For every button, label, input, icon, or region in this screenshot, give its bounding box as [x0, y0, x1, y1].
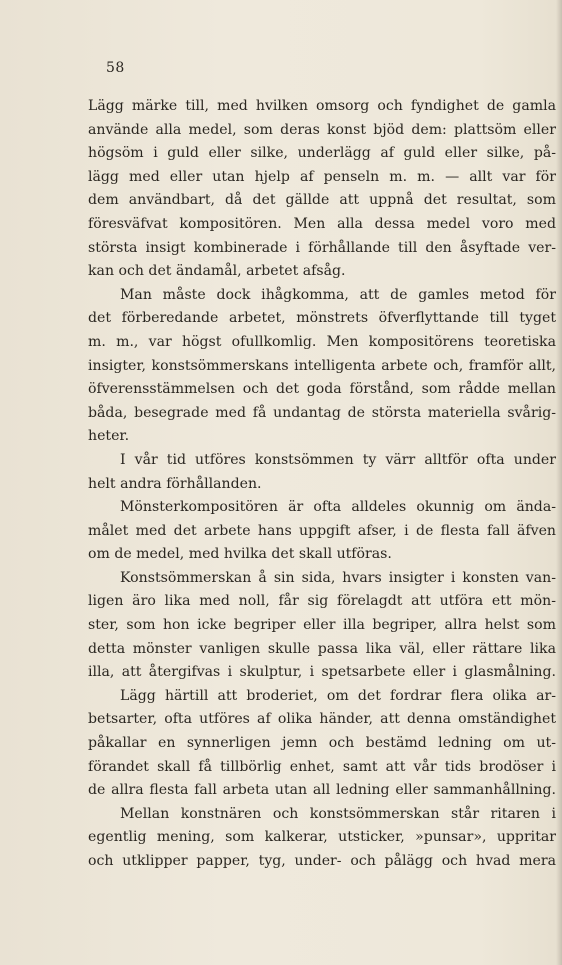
text-line: förandet skall få tillbörlig enhet, samt att vår tids brodöser i — [88, 758, 556, 775]
text-line: föresväfvat kompositören. Men alla dessa medel voro med — [88, 215, 556, 232]
text-line: om de medel, med hvilka det skall utföras. — [88, 546, 392, 563]
text-line: använde alla medel, som deras konst bjöd dem: plattsöm eller — [88, 121, 556, 138]
page-number: 58 — [106, 60, 125, 76]
text-line: helt andra förhållanden. — [88, 475, 262, 492]
text-line: Lägg härtill att broderiet, om det fordrar flera olika ar- — [120, 687, 556, 704]
text-line: de allra flesta fall arbeta utan all ledning eller sammanhållning. — [88, 782, 556, 799]
page-edge-shadow — [556, 0, 562, 965]
text-line: Lägg märke till, med hvilken omsorg och fyndighet de gamla — [88, 98, 556, 114]
text-line: och utklipper papper, tyg, under- och pålägg och hvad mera — [88, 853, 556, 869]
text-line: högsöm i guld eller silke, underlägg af guld eller silke, på- — [88, 145, 556, 162]
text-line: insigter, konstsömmerskans intelligenta arbete och, framför allt, — [88, 357, 556, 374]
text-line: egentlig mening, som kalkerar, utsticker, »punsar», uppritar — [88, 829, 556, 846]
text-line: det förberedande arbetet, mönstrets öfverflyttande till tyget — [88, 310, 556, 327]
text-line: båda, besegrade med få undantag de största materiella svårig- — [88, 404, 556, 421]
text-line: m. m., var högst ofullkomlig. Men kompositörens teoretiska — [88, 333, 556, 350]
text-line: kan och det ändamål, arbetet afsåg. — [88, 263, 346, 280]
text-line: påkallar en synnerligen jemn och bestämd ledning om ut- — [88, 735, 556, 752]
text-line: öfverensstämmelsen och det goda förstånd, som rådde mellan — [88, 381, 556, 398]
text-line: lägg med eller utan hjelp af penseln m. m. — allt var för — [88, 168, 556, 185]
text-line: illa, att återgifvas i skulptur, i spetsarbete eller i glasmålning. — [88, 664, 556, 681]
text-line: ster, som hon icke begriper eller illa begriper, allra helst som — [88, 617, 556, 634]
text-line: detta mönster vanligen skulle passa lika väl, eller rättare lika — [88, 640, 556, 657]
text-line: Man måste dock ihågkomma, att de gamles metod för — [120, 286, 556, 303]
text-line: I vår tid utföres konstsömmen ty värr alltför ofta under — [120, 451, 556, 468]
text-line: målet med det arbete hans uppgift afser, i de flesta fall äfven — [88, 522, 556, 539]
text-line: Mönsterkompositören är ofta alldeles okunnig om ända- — [120, 499, 556, 516]
text-line: heter. — [88, 428, 130, 445]
text-line: dem användbart, då det gällde att uppnå det resultat, som — [88, 192, 556, 209]
text-line: största insigt kombinerade i förhållande till den åsyftade ver- — [88, 239, 556, 256]
text-line: Konstsömmerskan å sin sida, hvars insigter i konsten van- — [120, 569, 556, 586]
text-line: ligen äro lika med noll, får sig förelagdt att utföra ett mön- — [88, 593, 556, 610]
text-line: Mellan konstnären och konstsömmerskan står ritaren i — [120, 805, 556, 822]
body-text — [88, 95, 556, 874]
text-line: betsarter, ofta utföres af olika händer, att denna omständighet — [88, 711, 556, 728]
